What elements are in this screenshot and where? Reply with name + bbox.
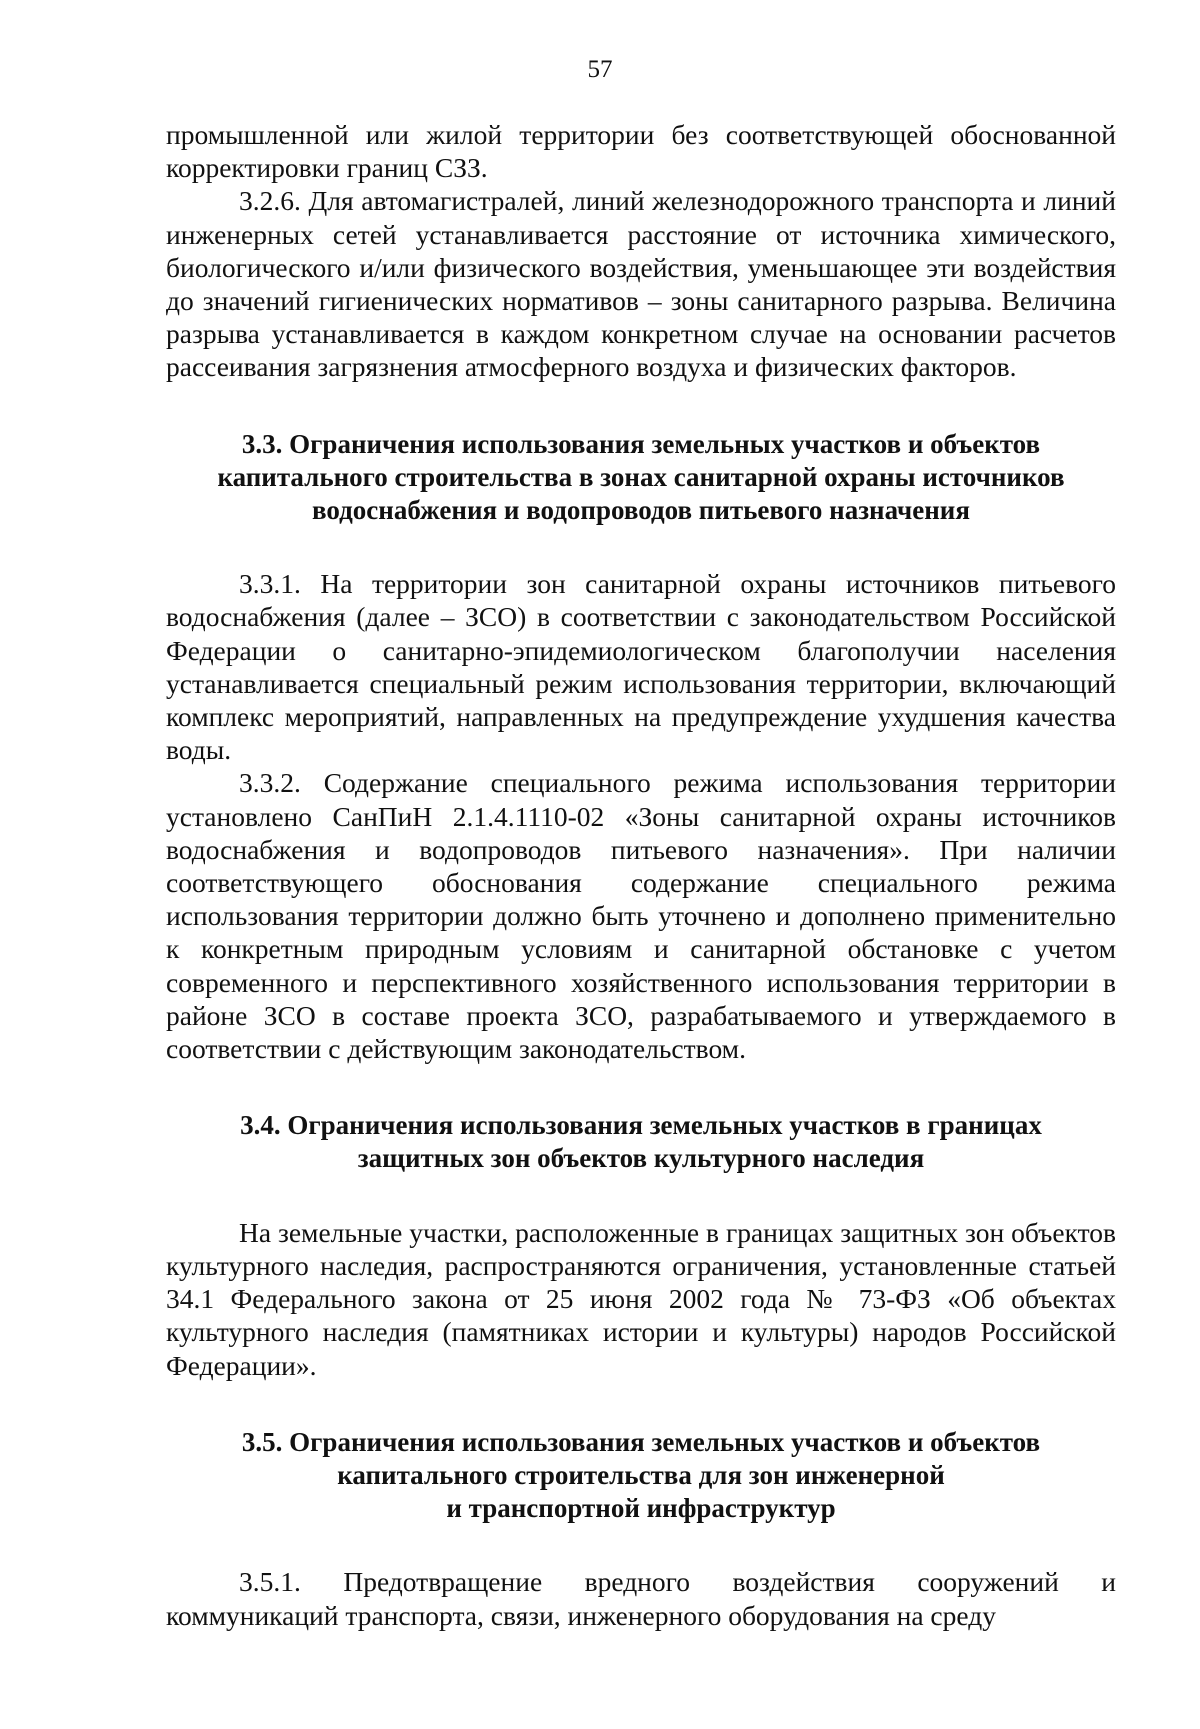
paragraph-3-3-2: 3.3.2. Содержание специального режима использования территории установлено СанПиН 2.1.4.1110-02 «Зоны санитарной охраны источников водоснабжения и водопроводов питьевого назначения». При наличии соответствующего обоснования содержание специального режима использования территории должно быть уточнено и дополнено применительно к конкретным природным условиям и санитарной обстановке с учетом современного и перспективного хозяйственного использования территории в районе ЗСО в составе проекта ЗСО, разрабатываемого и утверждаемого в соответствии с действующим законодательством.: [166, 767, 1116, 1065]
paragraph-3-5-1: 3.5.1. Предотвращение вредного воздействия сооружений и коммуникаций транспорта, связи, инженерного оборудования на среду: [166, 1566, 1116, 1631]
heading-3-3-line-3: водоснабжения и водопроводов питьевого назначения: [312, 495, 970, 526]
heading-3-5: [166, 1426, 1116, 1526]
heading-3-5-line-2: капитального строительства для зон инженерной: [337, 1459, 945, 1490]
paragraph-3-3-1: 3.3.1. На территории зон санитарной охраны источников питьевого водоснабжения (далее – ЗСО) в соответствии с законодательством Российской Федерации о санитарно-эпидемиологическом благополучии населения устанавливается специальный режим использования территории, включающий комплекс мероприятий, направленных на предупреждение ухудшения качества воды.: [166, 568, 1116, 766]
document-body: [166, 118, 1116, 1632]
page-number: 57: [587, 56, 613, 83]
heading-3-3: [166, 428, 1116, 528]
heading-3-5-line-3: и транспортной инфраструктур: [446, 1493, 836, 1524]
heading-3-5-line-1: 3.5. Ограничения использования земельных участков и объектов: [241, 1426, 1041, 1457]
heading-3-3-line-2: капитального строительства в зонах санитарной охраны источников: [217, 461, 1065, 492]
heading-3-4-line-1: 3.4. Ограничения использования земельных участков в границах: [240, 1110, 1042, 1141]
paragraph-3-2-6: 3.2.6. Для автомагистралей, линий железнодорожного транспорта и линий инженерных сетей устанавливается расстояние от источника химического, биологического и/или физического воздействия, уменьшающее эти воздействия до значений гигиенических нормативов – зоны санитарного разрыва. Величина разрыва устанавливается в каждом конкретном случае на основании расчетов рассеивания загрязнения атмосферного воздуха и физических факторов.: [166, 185, 1116, 383]
paragraph-3-4: На земельные участки, расположенные в границах защитных зон объектов культурного наследия, распространяются ограничения, установленные статьей 34.1 Федерального закона от 25 июня 2002 года № 73-ФЗ «Об объектах культурного наследия (памятниках истории и культуры) народов Российской Федерации».: [166, 1216, 1116, 1381]
paragraph-continuation: промышленной или жилой территории без соответствующей обоснованной корректировки границ СЗЗ.: [166, 119, 1116, 184]
heading-3-3-line-1: 3.3. Ограничения использования земельных участков и объектов: [241, 428, 1041, 459]
heading-3-4: [166, 1109, 1116, 1175]
heading-3-4-line-2: защитных зон объектов культурного наследия: [357, 1143, 925, 1174]
